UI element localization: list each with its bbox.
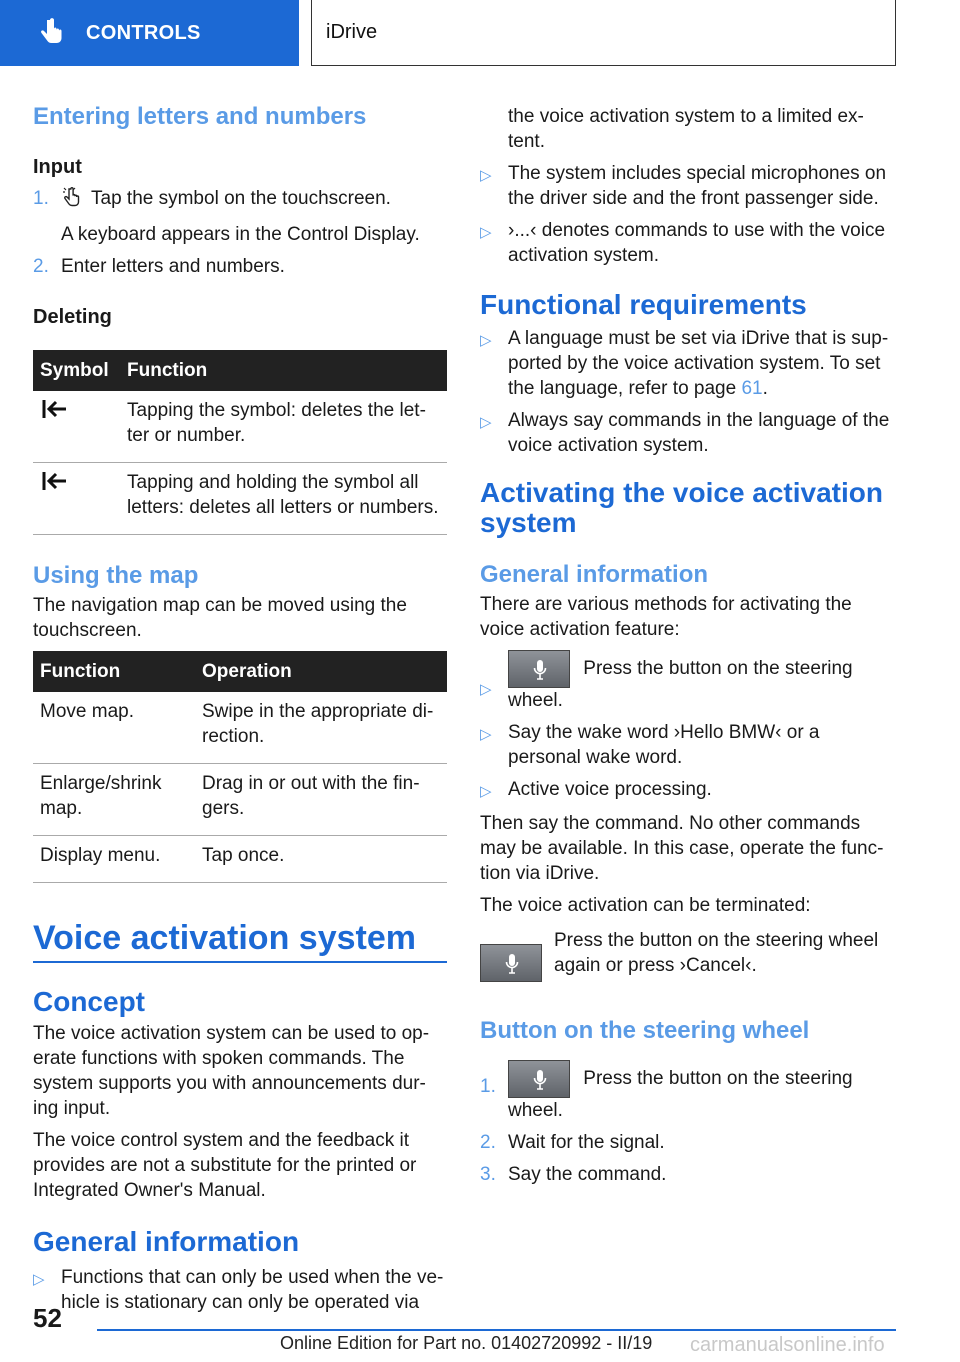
step-text: Tap the symbol on the touchscreen. bbox=[91, 188, 391, 209]
triangle-bullet-icon: ▷ bbox=[480, 224, 492, 241]
terminate-row bbox=[480, 928, 896, 982]
table-cell: Tap once. bbox=[195, 836, 447, 883]
voice-activation-heading: Voice activation system bbox=[33, 917, 447, 963]
chapter-tab-label: iDrive bbox=[326, 21, 378, 43]
list-item bbox=[480, 777, 896, 804]
continued-text: the voice activation system to a limited ex-tent. bbox=[508, 106, 864, 152]
list-item bbox=[480, 1130, 896, 1155]
step-number: 2. bbox=[480, 1132, 496, 1153]
list-item bbox=[480, 161, 896, 211]
general-bullets bbox=[33, 1265, 447, 1315]
step-text: Say the command. bbox=[508, 1164, 667, 1185]
step-text: Wait for the signal. bbox=[508, 1132, 665, 1153]
steering-wheel-mic-button-icon bbox=[508, 1060, 570, 1098]
edition-text: Online Edition for Part no. 01402720992 - II/19 bbox=[280, 1333, 653, 1353]
list-item bbox=[480, 720, 896, 770]
bullet-text: Say the wake word ›Hello BMW‹ or a personal wake word. bbox=[508, 722, 820, 768]
triangle-bullet-icon: ▷ bbox=[480, 726, 492, 743]
keyboard-hand-icon bbox=[61, 186, 85, 215]
step-number bbox=[33, 222, 61, 247]
delete-table bbox=[33, 350, 447, 535]
map-table bbox=[33, 651, 447, 883]
steering-wheel-mic-button-icon bbox=[480, 944, 542, 982]
triangle-bullet-icon: ▷ bbox=[480, 414, 492, 431]
list-item bbox=[480, 326, 896, 401]
step-text: A keyboard appears in the Control Display. bbox=[61, 224, 420, 245]
bullet-text: Active voice processing. bbox=[508, 779, 712, 800]
button-steps bbox=[480, 1060, 896, 1187]
table-cell: Move map. bbox=[33, 692, 195, 764]
triangle-bullet-icon: ▷ bbox=[480, 167, 492, 184]
steering-wheel-mic-button-icon bbox=[508, 650, 570, 688]
concept-paragraph-1: The voice activation system can be used to op-erate functions with spoken commands. The system supports you with announcements dur-ing input. bbox=[33, 1023, 430, 1119]
requirement-bullets bbox=[480, 326, 896, 458]
bullet-text: ›...‹ denotes commands to use with the voice activation system. bbox=[508, 220, 886, 266]
activating-heading: Activating the voice activation system bbox=[480, 477, 883, 538]
step-number: 1. bbox=[33, 188, 49, 209]
button-steering-heading: Button on the steering wheel bbox=[480, 1017, 810, 1044]
bullet-text bbox=[508, 650, 896, 713]
table-cell: Swipe in the appropriate di-rection. bbox=[195, 692, 447, 764]
bullet-text-part: A language must be set via iDrive that is sup-ported by the voice activation system. To set the language, refer to page bbox=[508, 328, 889, 399]
input-subheading: Input bbox=[33, 156, 82, 178]
table-cell: Enlarge/shrink map. bbox=[33, 764, 195, 836]
general-info-heading-right: General information bbox=[480, 561, 709, 588]
list-item bbox=[480, 1162, 896, 1187]
map-heading: Using the map bbox=[33, 562, 199, 589]
functional-requirements-heading: Functional requirements bbox=[480, 289, 807, 320]
list-item bbox=[480, 218, 896, 268]
table-cell: Tapping the symbol: deletes the let-ter or number. bbox=[120, 391, 447, 463]
triangle-bullet-icon: ▷ bbox=[480, 332, 492, 349]
step-text: Enter letters and numbers. bbox=[61, 256, 285, 277]
table-cell: Tapping and holding the symbol all letters: deletes all letters or numbers. bbox=[120, 463, 447, 535]
system-bullets bbox=[480, 161, 896, 268]
watermark: carmanualsonline.info bbox=[690, 1334, 885, 1356]
left-column bbox=[33, 100, 447, 1315]
table-header: Function bbox=[33, 651, 195, 692]
footer-divider bbox=[97, 1329, 896, 1331]
chapter-tab-idrive[interactable] bbox=[311, 0, 896, 66]
bullet-text: Always say commands in the language of the voice activation system. bbox=[508, 410, 890, 456]
list-item bbox=[480, 1060, 896, 1123]
terminate-text: Press the button on the steering wheel again or press ›Cancel‹. bbox=[554, 930, 879, 976]
backspace-icon bbox=[33, 463, 120, 535]
table-row bbox=[33, 764, 447, 836]
then-text: Then say the command. No other commands may be available. In this case, operate the func-tion via iDrive. bbox=[480, 813, 884, 884]
map-text: The navigation map can be moved using the touchscreen. bbox=[33, 595, 407, 641]
bullet-text bbox=[508, 326, 896, 401]
triangle-bullet-icon: ▷ bbox=[480, 783, 492, 800]
method-text: Press the button on the steering wheel. bbox=[508, 658, 853, 711]
list-item bbox=[33, 1265, 447, 1315]
page-header bbox=[0, 0, 960, 66]
triangle-bullet-icon: ▷ bbox=[480, 681, 492, 698]
table-header: Operation bbox=[195, 651, 447, 692]
concept-heading: Concept bbox=[33, 986, 145, 1017]
activation-methods bbox=[480, 650, 896, 804]
table-row bbox=[33, 692, 447, 764]
list-item bbox=[480, 650, 896, 713]
entering-heading: Entering letters and numbers bbox=[33, 103, 367, 130]
backspace-icon bbox=[33, 391, 120, 463]
table-row bbox=[33, 391, 447, 463]
concept-paragraph-2: The voice control system and the feedback it provides are not a substitute for the printed or Integrated Owner's Manual. bbox=[33, 1130, 417, 1201]
step-number: 1. bbox=[480, 1076, 496, 1097]
table-cell: Display menu. bbox=[33, 836, 195, 883]
general-info-text: There are various methods for activating the voice activation feature: bbox=[480, 594, 852, 640]
section-tab-label: CONTROLS bbox=[86, 21, 201, 44]
step-text-part: Press the button on the steering wheel. bbox=[508, 1068, 853, 1121]
table-row bbox=[33, 463, 447, 535]
hand-touch-icon bbox=[38, 18, 64, 48]
section-tab-controls[interactable] bbox=[0, 0, 299, 66]
table-row bbox=[33, 836, 447, 883]
right-column bbox=[480, 104, 896, 1187]
bullet-text: The system includes special microphones on the driver side and the front passenger side. bbox=[508, 163, 887, 209]
triangle-bullet-icon: ▷ bbox=[33, 1271, 45, 1288]
list-item bbox=[480, 408, 896, 458]
terminated-text: The voice activation can be terminated: bbox=[480, 895, 811, 916]
step-number: 3. bbox=[480, 1164, 496, 1185]
deleting-subheading: Deleting bbox=[33, 306, 112, 328]
general-info-heading: General information bbox=[33, 1226, 300, 1257]
input-steps bbox=[33, 186, 447, 279]
bullet-text-part: . bbox=[762, 378, 768, 399]
bullet-text: Functions that can only be used when the ve-hicle is stationary can only be operated via bbox=[61, 1267, 444, 1313]
step-text bbox=[508, 1060, 896, 1123]
list-item bbox=[33, 186, 447, 215]
table-header: Function bbox=[120, 350, 447, 391]
step-number: 2. bbox=[33, 256, 49, 277]
page-link[interactable]: 61 bbox=[741, 378, 763, 399]
table-header: Symbol bbox=[33, 350, 120, 391]
page-number: 52 bbox=[33, 1303, 62, 1333]
table-cell: Drag in or out with the fin-gers. bbox=[195, 764, 447, 836]
list-item bbox=[33, 254, 447, 279]
list-item bbox=[33, 222, 447, 247]
